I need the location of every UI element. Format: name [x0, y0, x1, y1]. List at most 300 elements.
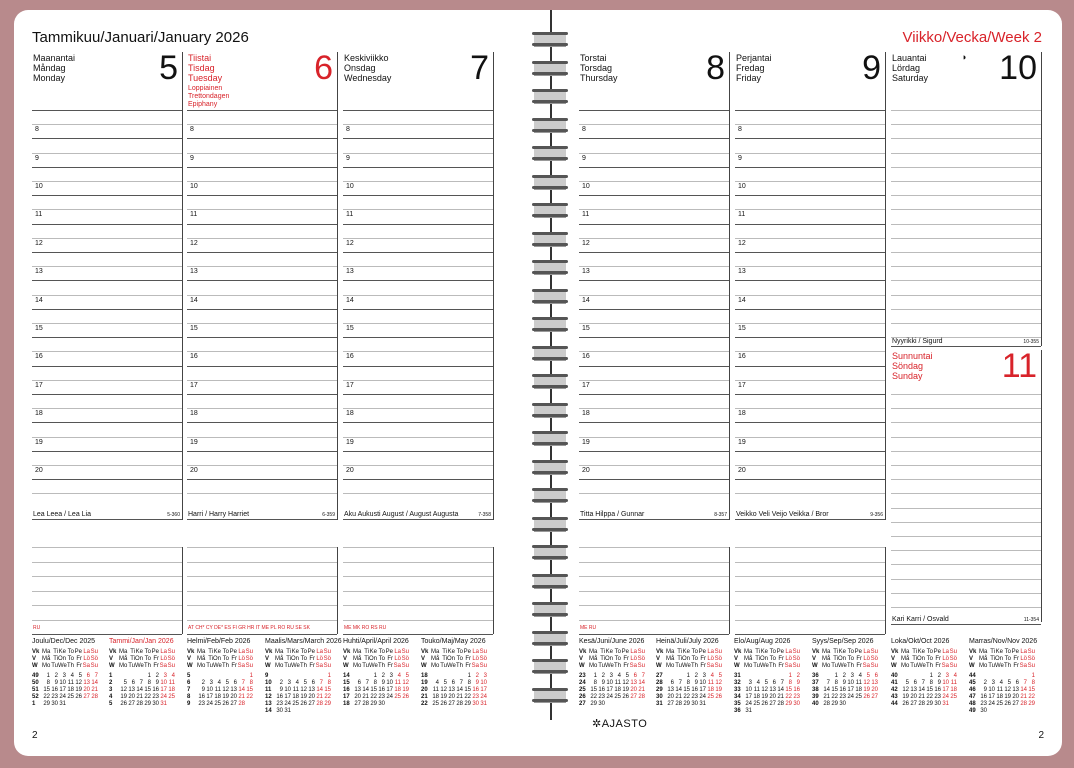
hour-line[interactable] — [32, 252, 182, 253]
date-cell[interactable]: 10 — [942, 680, 949, 686]
date-cell[interactable]: 28 — [823, 701, 830, 707]
date-cell[interactable]: 23 — [980, 701, 987, 707]
notes-line[interactable] — [187, 562, 337, 563]
date-cell[interactable]: 30 — [691, 701, 698, 707]
date-cell[interactable]: 11 — [67, 680, 74, 686]
date-cell[interactable]: 26 — [222, 701, 229, 707]
date-cell[interactable]: 29 — [785, 701, 792, 707]
date-cell[interactable]: 26 — [300, 701, 307, 707]
date-cell[interactable]: 17 — [699, 687, 706, 693]
hour-line[interactable] — [579, 167, 729, 168]
notes-line[interactable] — [187, 576, 337, 577]
date-cell[interactable]: 14 — [316, 687, 323, 693]
date-cell[interactable]: 3 — [702, 673, 706, 679]
date-cell[interactable]: 15 — [831, 687, 838, 693]
hour-line[interactable] — [343, 422, 493, 423]
date-cell[interactable]: 30 — [152, 701, 159, 707]
date-cell[interactable]: 4 — [217, 680, 221, 686]
date-cell[interactable]: 15 — [785, 687, 792, 693]
date-cell[interactable]: 23 — [276, 701, 283, 707]
date-cell[interactable]: 5 — [625, 673, 629, 679]
date-cell[interactable]: 26 — [902, 701, 909, 707]
half-hour-line[interactable] — [735, 266, 885, 267]
notes-line[interactable] — [891, 493, 1041, 494]
date-cell[interactable]: 21 — [777, 694, 784, 700]
hour-line[interactable] — [187, 337, 337, 338]
date-cell[interactable]: 22 — [785, 694, 792, 700]
date-cell[interactable]: 14 — [456, 687, 463, 693]
notes-line[interactable] — [579, 547, 729, 548]
hour-line[interactable] — [32, 422, 182, 423]
date-cell[interactable]: 16 — [934, 687, 941, 693]
date-cell[interactable]: 11 — [950, 680, 957, 686]
date-cell[interactable]: 24 — [942, 694, 949, 700]
date-cell[interactable]: 20 — [354, 694, 361, 700]
date-cell[interactable]: 30 — [472, 701, 479, 707]
date-cell[interactable]: 9 — [381, 680, 385, 686]
date-cell[interactable]: 6 — [131, 680, 135, 686]
date-cell[interactable]: 9 — [279, 687, 283, 693]
half-hour-line[interactable] — [187, 408, 337, 409]
date-cell[interactable]: 14 — [777, 687, 784, 693]
date-cell[interactable]: 17 — [160, 687, 167, 693]
date-cell[interactable]: 25 — [214, 701, 221, 707]
half-hour-line[interactable] — [187, 351, 337, 352]
hour-line[interactable] — [187, 195, 337, 196]
date-cell[interactable]: 2 — [796, 673, 800, 679]
notes-line[interactable] — [735, 605, 885, 606]
date-cell[interactable]: 28 — [1020, 701, 1027, 707]
half-hour-line[interactable] — [579, 351, 729, 352]
notes-line[interactable] — [891, 323, 1041, 324]
date-cell[interactable]: 13 — [667, 687, 674, 693]
date-cell[interactable]: 24 — [160, 694, 167, 700]
date-cell[interactable]: 13 — [354, 687, 361, 693]
hour-line[interactable] — [735, 138, 885, 139]
half-hour-line[interactable] — [579, 408, 729, 409]
date-cell[interactable]: 24 — [206, 701, 213, 707]
date-cell[interactable]: 31 — [59, 701, 66, 707]
date-cell[interactable]: 28 — [91, 694, 98, 700]
date-cell[interactable]: 12 — [761, 687, 768, 693]
date-cell[interactable]: 12 — [75, 680, 82, 686]
date-cell[interactable]: 4 — [435, 680, 439, 686]
date-cell[interactable]: 27 — [667, 701, 674, 707]
date-cell[interactable]: 20 — [910, 694, 917, 700]
date-cell[interactable]: 15 — [683, 687, 690, 693]
date-cell[interactable]: 21 — [136, 694, 143, 700]
date-cell[interactable]: 28 — [675, 701, 682, 707]
hour-line[interactable] — [187, 110, 337, 111]
date-cell[interactable]: 5 — [905, 680, 909, 686]
half-hour-line[interactable] — [32, 351, 182, 352]
date-cell[interactable]: 26 — [75, 694, 82, 700]
date-cell[interactable]: 17 — [745, 694, 752, 700]
date-cell[interactable]: 21 — [362, 694, 369, 700]
half-hour-line[interactable] — [32, 181, 182, 182]
notes-line[interactable] — [343, 562, 493, 563]
hour-line[interactable] — [735, 394, 885, 395]
date-cell[interactable]: 20 — [308, 694, 315, 700]
half-hour-line[interactable] — [32, 295, 182, 296]
date-cell[interactable]: 18 — [168, 687, 175, 693]
date-cell[interactable]: 16 — [378, 687, 385, 693]
date-cell[interactable]: 26 — [863, 694, 870, 700]
date-cell[interactable]: 20 — [871, 687, 878, 693]
notes-line[interactable] — [891, 266, 1041, 267]
date-cell[interactable]: 20 — [230, 694, 237, 700]
date-cell[interactable]: 13 — [769, 687, 776, 693]
date-cell[interactable]: 30 — [793, 701, 800, 707]
date-cell[interactable]: 7 — [780, 680, 784, 686]
hour-line[interactable] — [187, 479, 337, 480]
date-cell[interactable]: 23 — [152, 694, 159, 700]
half-hour-line[interactable] — [343, 380, 493, 381]
date-cell[interactable]: 3 — [748, 680, 752, 686]
date-cell[interactable]: 23 — [472, 694, 479, 700]
date-cell[interactable]: 26 — [761, 701, 768, 707]
notes-line[interactable] — [891, 579, 1041, 580]
half-hour-line[interactable] — [735, 380, 885, 381]
hour-line[interactable] — [343, 138, 493, 139]
date-cell[interactable]: 24 — [988, 701, 995, 707]
notes-line[interactable] — [579, 605, 729, 606]
half-hour-line[interactable] — [32, 408, 182, 409]
date-cell[interactable]: 31 — [699, 701, 706, 707]
date-cell[interactable]: 3 — [850, 673, 854, 679]
half-hour-line[interactable] — [343, 323, 493, 324]
half-hour-line[interactable] — [735, 323, 885, 324]
date-cell[interactable]: 27 — [769, 701, 776, 707]
notes-line[interactable] — [187, 620, 337, 621]
date-cell[interactable]: 19 — [622, 687, 629, 693]
date-cell[interactable]: 28 — [316, 701, 323, 707]
date-cell[interactable]: 2 — [54, 673, 58, 679]
date-cell[interactable]: 1 — [327, 673, 331, 679]
date-cell[interactable]: 3 — [287, 680, 291, 686]
notes-line[interactable] — [891, 508, 1041, 509]
date-cell[interactable]: 27 — [308, 701, 315, 707]
date-cell[interactable]: 3 — [163, 673, 167, 679]
date-cell[interactable]: 17 — [284, 694, 291, 700]
date-cell[interactable]: 16 — [276, 694, 283, 700]
date-cell[interactable]: 26 — [1004, 701, 1011, 707]
date-cell[interactable]: 19 — [222, 694, 229, 700]
date-cell[interactable]: 10 — [59, 680, 66, 686]
notes-line[interactable] — [891, 167, 1041, 168]
date-cell[interactable]: 27 — [83, 694, 90, 700]
half-hour-line[interactable] — [579, 493, 729, 494]
date-cell[interactable]: 6 — [451, 680, 455, 686]
date-cell[interactable]: 17 — [386, 687, 393, 693]
date-cell[interactable]: 23 — [839, 694, 846, 700]
hour-line[interactable] — [343, 280, 493, 281]
date-cell[interactable]: 11 — [855, 680, 862, 686]
half-hour-line[interactable] — [32, 209, 182, 210]
half-hour-line[interactable] — [187, 465, 337, 466]
date-cell[interactable]: 15 — [144, 687, 151, 693]
date-cell[interactable]: 5 — [225, 680, 229, 686]
date-cell[interactable]: 28 — [456, 701, 463, 707]
half-hour-line[interactable] — [343, 493, 493, 494]
hour-line[interactable] — [32, 224, 182, 225]
date-cell[interactable]: 28 — [638, 694, 645, 700]
hour-line[interactable] — [32, 280, 182, 281]
date-cell[interactable]: 14 — [675, 687, 682, 693]
date-cell[interactable]: 31 — [160, 701, 167, 707]
date-cell[interactable]: 20 — [1012, 694, 1019, 700]
date-cell[interactable]: 8 — [1031, 680, 1035, 686]
date-cell[interactable]: 9 — [842, 680, 846, 686]
date-cell[interactable]: 13 — [83, 680, 90, 686]
notes-line[interactable] — [891, 550, 1041, 551]
notes-line[interactable] — [891, 238, 1041, 239]
date-cell[interactable]: 5 — [123, 680, 127, 686]
date-cell[interactable]: 12 — [300, 687, 307, 693]
date-cell[interactable]: 19 — [75, 687, 82, 693]
hour-line[interactable] — [579, 252, 729, 253]
date-cell[interactable]: 6 — [772, 680, 776, 686]
hour-line[interactable] — [735, 451, 885, 452]
hour-line[interactable] — [579, 451, 729, 452]
date-cell[interactable]: 4 — [70, 673, 74, 679]
date-cell[interactable]: 10 — [847, 680, 854, 686]
date-cell[interactable]: 6 — [874, 673, 878, 679]
date-cell[interactable]: 21 — [823, 694, 830, 700]
half-hour-line[interactable] — [343, 266, 493, 267]
hour-line[interactable] — [187, 252, 337, 253]
half-hour-line[interactable] — [187, 323, 337, 324]
date-cell[interactable]: 2 — [601, 673, 605, 679]
date-cell[interactable]: 24 — [699, 694, 706, 700]
date-cell[interactable]: 31 — [480, 701, 487, 707]
half-hour-line[interactable] — [579, 124, 729, 125]
date-cell[interactable]: 20 — [769, 694, 776, 700]
date-cell[interactable]: 17 — [988, 694, 995, 700]
notes-line[interactable] — [343, 605, 493, 606]
date-cell[interactable]: 18 — [67, 687, 74, 693]
half-hour-line[interactable] — [343, 465, 493, 466]
date-cell[interactable]: 30 — [276, 708, 283, 714]
date-cell[interactable]: 16 — [980, 694, 987, 700]
date-cell[interactable]: 15 — [43, 687, 50, 693]
notes-line[interactable] — [32, 620, 182, 621]
date-cell[interactable]: 16 — [839, 687, 846, 693]
date-cell[interactable]: 1 — [1031, 673, 1035, 679]
half-hour-line[interactable] — [32, 153, 182, 154]
date-cell[interactable]: 16 — [793, 687, 800, 693]
date-cell[interactable]: 24 — [606, 694, 613, 700]
half-hour-line[interactable] — [579, 238, 729, 239]
notes-line[interactable] — [343, 547, 493, 548]
date-cell[interactable]: 10 — [160, 680, 167, 686]
hour-line[interactable] — [187, 422, 337, 423]
date-cell[interactable]: 10 — [606, 680, 613, 686]
notes-line[interactable] — [891, 564, 1041, 565]
date-cell[interactable]: 21 — [1020, 694, 1027, 700]
date-cell[interactable]: 4 — [171, 673, 175, 679]
date-cell[interactable]: 2 — [201, 680, 205, 686]
date-cell[interactable]: 7 — [365, 680, 369, 686]
date-cell[interactable]: 24 — [284, 701, 291, 707]
notes-line[interactable] — [32, 591, 182, 592]
date-cell[interactable]: 29 — [926, 701, 933, 707]
date-cell[interactable]: 12 — [440, 687, 447, 693]
hour-line[interactable] — [343, 224, 493, 225]
half-hour-line[interactable] — [343, 124, 493, 125]
date-cell[interactable]: 16 — [152, 687, 159, 693]
date-cell[interactable]: 5 — [303, 680, 307, 686]
date-cell[interactable]: 30 — [934, 701, 941, 707]
date-cell[interactable]: 1 — [373, 673, 377, 679]
notes-line[interactable] — [891, 153, 1041, 154]
date-cell[interactable]: 14 — [136, 687, 143, 693]
half-hour-line[interactable] — [187, 295, 337, 296]
half-hour-line[interactable] — [187, 380, 337, 381]
date-cell[interactable]: 23 — [198, 701, 205, 707]
date-cell[interactable]: 24 — [480, 694, 487, 700]
hour-line[interactable] — [343, 167, 493, 168]
half-hour-line[interactable] — [735, 351, 885, 352]
date-cell[interactable]: 20 — [83, 687, 90, 693]
notes-line[interactable] — [735, 576, 885, 577]
date-cell[interactable]: 7 — [1023, 680, 1027, 686]
date-cell[interactable]: 17 — [480, 687, 487, 693]
notes-line[interactable] — [891, 394, 1041, 395]
half-hour-line[interactable] — [579, 266, 729, 267]
half-hour-line[interactable] — [735, 153, 885, 154]
half-hour-line[interactable] — [32, 465, 182, 466]
date-cell[interactable]: 13 — [308, 687, 315, 693]
half-hour-line[interactable] — [187, 209, 337, 210]
date-cell[interactable]: 13 — [630, 680, 637, 686]
hour-line[interactable] — [187, 309, 337, 310]
hour-line[interactable] — [187, 224, 337, 225]
date-cell[interactable]: 5 — [866, 673, 870, 679]
date-cell[interactable]: 31 — [284, 708, 291, 714]
half-hour-line[interactable] — [32, 323, 182, 324]
half-hour-line[interactable] — [579, 323, 729, 324]
date-cell[interactable]: 15 — [590, 687, 597, 693]
date-cell[interactable]: 13 — [448, 687, 455, 693]
hour-line[interactable] — [579, 394, 729, 395]
date-cell[interactable]: 22 — [590, 694, 597, 700]
notes-line[interactable] — [343, 620, 493, 621]
date-cell[interactable]: 30 — [378, 701, 385, 707]
half-hour-line[interactable] — [579, 295, 729, 296]
date-cell[interactable]: 11 — [394, 680, 401, 686]
date-cell[interactable]: 2 — [475, 673, 479, 679]
hour-line[interactable] — [735, 167, 885, 168]
date-cell[interactable]: 8 — [467, 680, 471, 686]
date-cell[interactable]: 19 — [300, 694, 307, 700]
date-cell[interactable]: 11 — [707, 680, 714, 686]
date-cell[interactable]: 16 — [598, 687, 605, 693]
date-cell[interactable]: 15 — [370, 687, 377, 693]
notes-line[interactable] — [735, 562, 885, 563]
date-cell[interactable]: 23 — [934, 694, 941, 700]
date-cell[interactable]: 19 — [715, 687, 722, 693]
date-cell[interactable]: 11 — [753, 687, 760, 693]
date-cell[interactable]: 16 — [51, 687, 58, 693]
date-cell[interactable]: 21 — [675, 694, 682, 700]
hour-line[interactable] — [735, 422, 885, 423]
hour-line[interactable] — [579, 309, 729, 310]
date-cell[interactable]: 22 — [831, 694, 838, 700]
half-hour-line[interactable] — [343, 181, 493, 182]
date-cell[interactable]: 10 — [386, 680, 393, 686]
notes-line[interactable] — [891, 195, 1041, 196]
half-hour-line[interactable] — [32, 124, 182, 125]
date-cell[interactable]: 3 — [62, 673, 66, 679]
date-cell[interactable]: 18 — [855, 687, 862, 693]
date-cell[interactable]: 8 — [686, 680, 690, 686]
date-cell[interactable]: 13 — [1012, 687, 1019, 693]
date-cell[interactable]: 11 — [614, 680, 621, 686]
hour-line[interactable] — [343, 479, 493, 480]
date-cell[interactable]: 13 — [871, 680, 878, 686]
date-cell[interactable]: 25 — [855, 694, 862, 700]
date-cell[interactable]: 12 — [402, 680, 409, 686]
date-cell[interactable]: 17 — [206, 694, 213, 700]
date-cell[interactable]: 22 — [683, 694, 690, 700]
date-cell[interactable]: 18 — [214, 694, 221, 700]
notes-line[interactable] — [891, 252, 1041, 253]
date-cell[interactable]: 17 — [942, 687, 949, 693]
date-cell[interactable]: 2 — [381, 673, 385, 679]
notes-line[interactable] — [891, 408, 1041, 409]
date-cell[interactable]: 1 — [147, 673, 151, 679]
notes-line[interactable] — [32, 562, 182, 563]
hour-line[interactable] — [187, 366, 337, 367]
hour-line[interactable] — [32, 366, 182, 367]
date-cell[interactable]: 4 — [953, 673, 957, 679]
hour-line[interactable] — [343, 252, 493, 253]
date-cell[interactable]: 12 — [1004, 687, 1011, 693]
hour-line[interactable] — [735, 110, 885, 111]
date-cell[interactable]: 29 — [590, 701, 597, 707]
half-hour-line[interactable] — [735, 408, 885, 409]
date-cell[interactable]: 10 — [699, 680, 706, 686]
notes-line[interactable] — [187, 547, 337, 548]
half-hour-line[interactable] — [187, 437, 337, 438]
date-cell[interactable]: 4 — [617, 673, 621, 679]
date-cell[interactable]: 25 — [614, 694, 621, 700]
date-cell[interactable]: 17 — [847, 687, 854, 693]
date-cell[interactable]: 8 — [147, 680, 151, 686]
date-cell[interactable]: 19 — [440, 694, 447, 700]
hour-line[interactable] — [32, 394, 182, 395]
date-cell[interactable]: 19 — [902, 694, 909, 700]
date-cell[interactable]: 7 — [459, 680, 463, 686]
hour-line[interactable] — [32, 110, 182, 111]
date-cell[interactable]: 2 — [937, 673, 941, 679]
half-hour-line[interactable] — [187, 153, 337, 154]
date-cell[interactable]: 3 — [483, 673, 487, 679]
date-cell[interactable]: 18 — [394, 687, 401, 693]
date-cell[interactable]: 18 — [292, 694, 299, 700]
date-cell[interactable]: 19 — [1004, 694, 1011, 700]
date-cell[interactable]: 29 — [831, 701, 838, 707]
date-cell[interactable]: 26 — [120, 701, 127, 707]
date-cell[interactable]: 28 — [918, 701, 925, 707]
notes-line[interactable] — [891, 110, 1041, 111]
half-hour-line[interactable] — [32, 238, 182, 239]
date-cell[interactable]: 21 — [638, 687, 645, 693]
half-hour-line[interactable] — [735, 493, 885, 494]
date-cell[interactable]: 6 — [670, 680, 674, 686]
date-cell[interactable]: 4 — [858, 673, 862, 679]
